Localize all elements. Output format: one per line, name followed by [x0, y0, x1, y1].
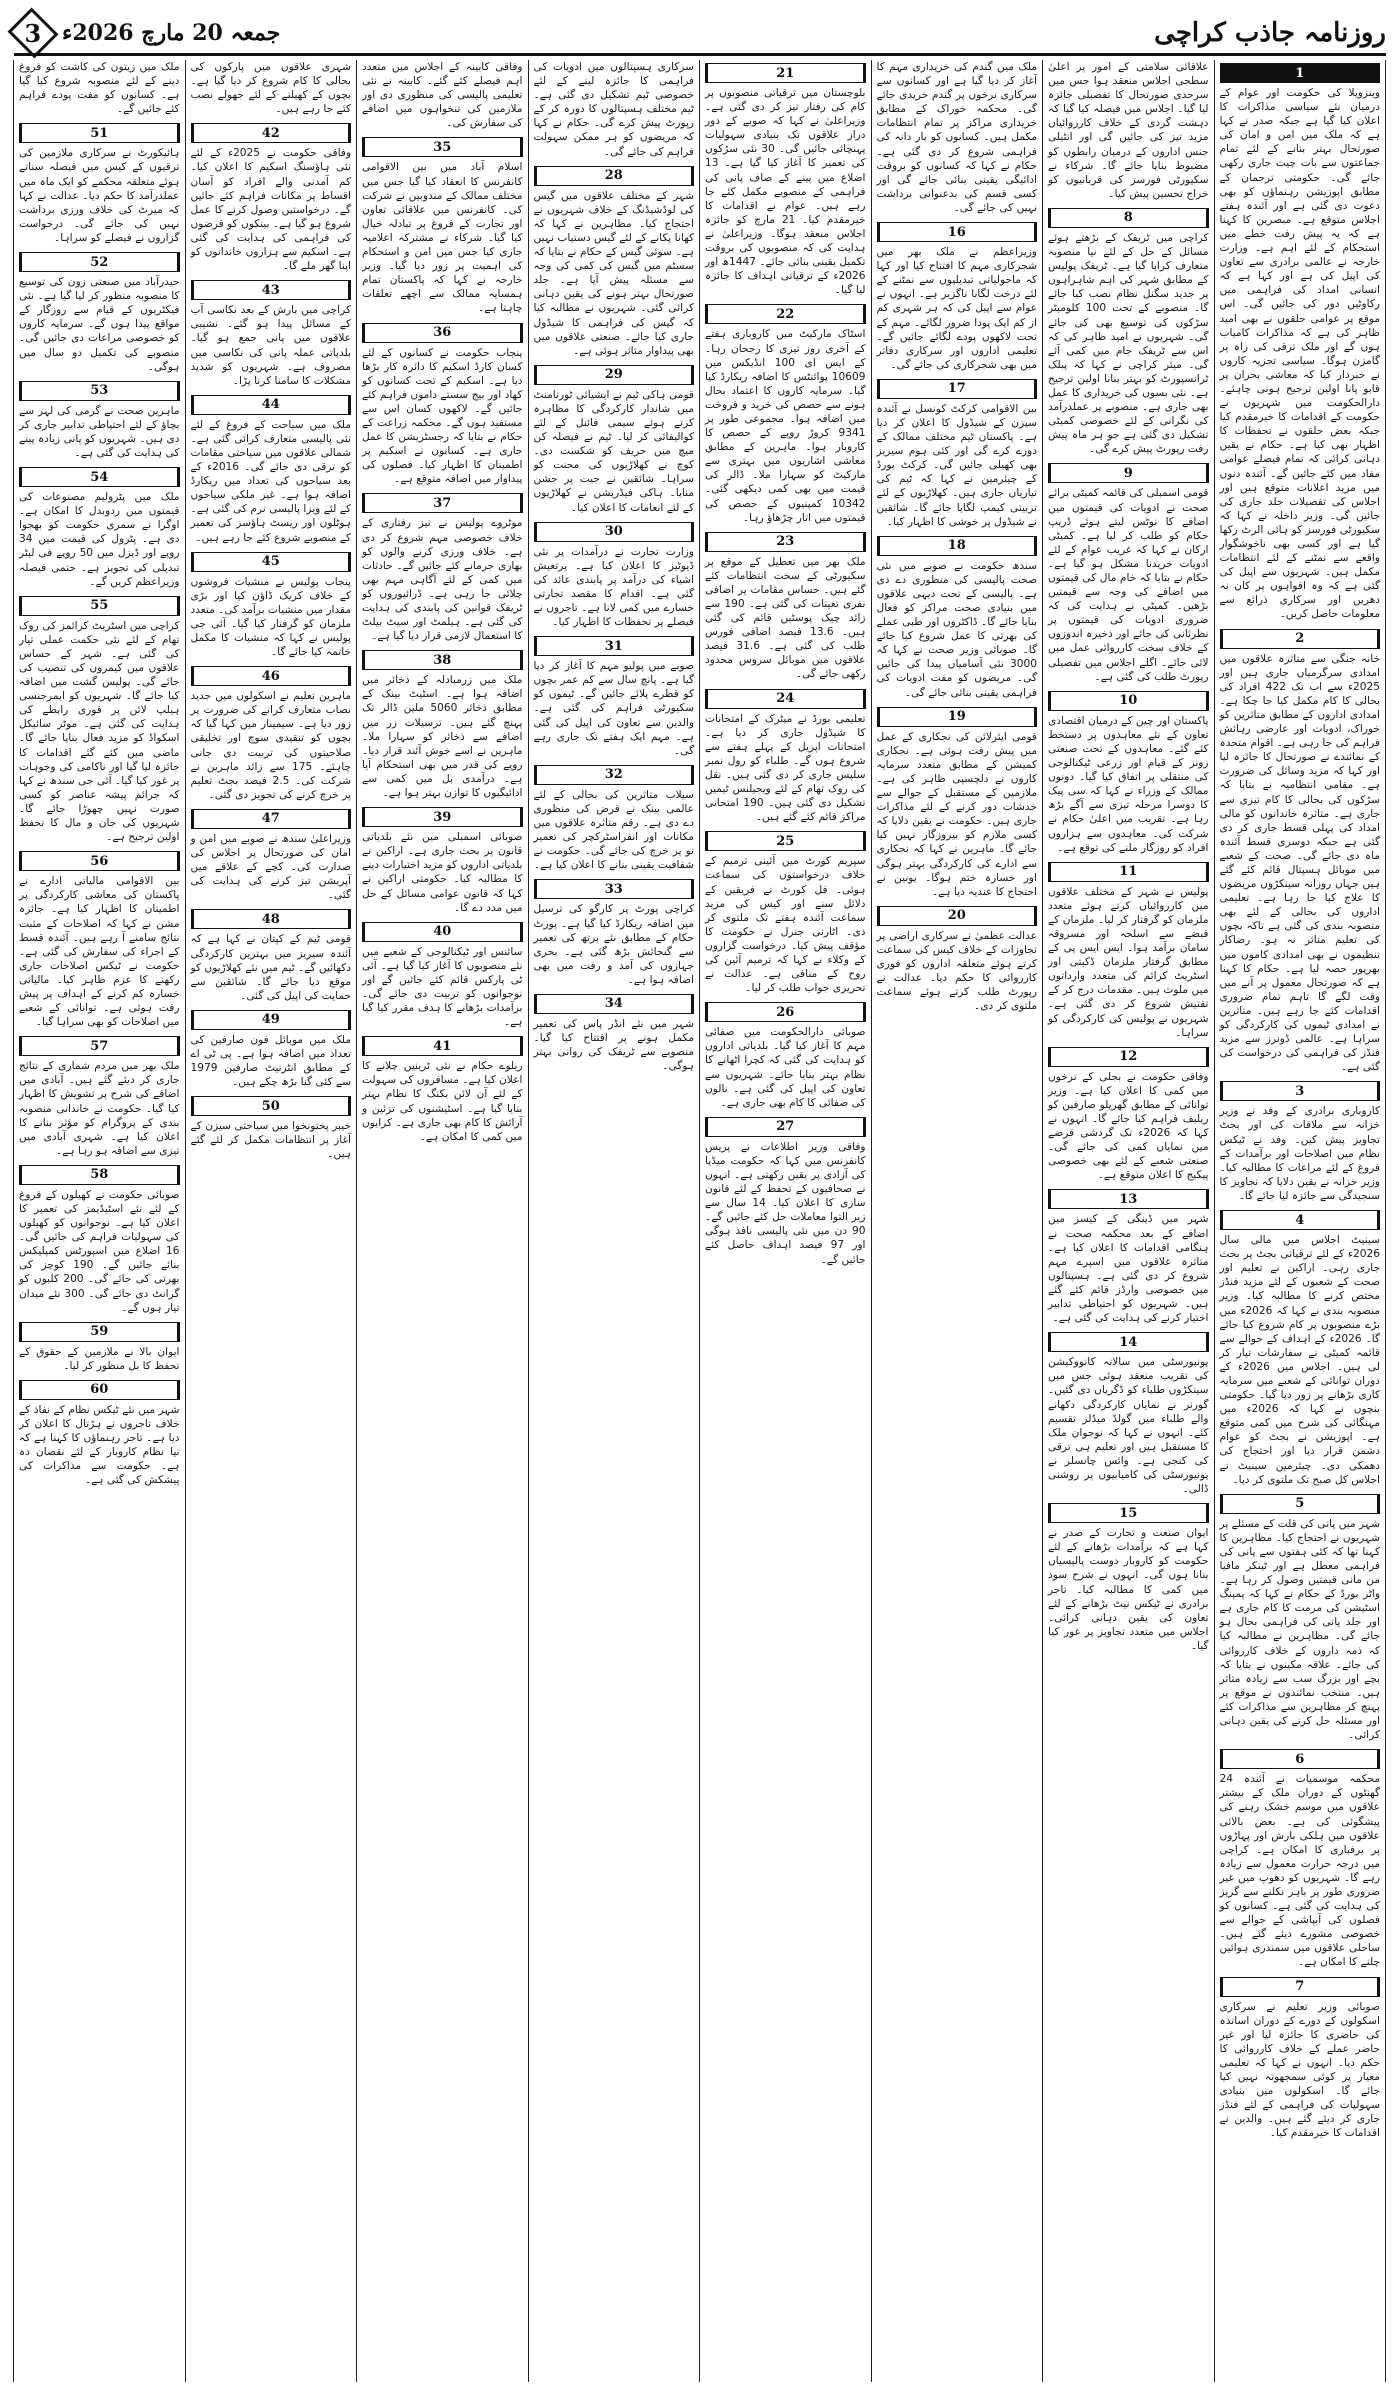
item-body-text: شہر میں پانی کی قلت کے مسئلے پر شہریوں نے احتجاج کیا۔ مظاہرین کا کہنا تھا کہ کئی ہفتوں سے پانی کی فراہمی معطل ہے اور ٹینکر مافیا من مانی قیمتیں وصول کر رہا ہے۔ واٹر بورڈ کے حکام نے کہا کہ پمپنگ اسٹیشن کی مرمت کا کام جاری ہے اور جلد پانی کی فراہمی بحال ہو جائے گی۔ مظاہرین نے مطالبہ کیا کہ ذمہ داروں کے خلاف کارروائی کی جائے۔ علاقہ مکینوں نے بتایا کہ بچے اور بزرگ سب سے زیادہ متاثر ہیں۔ منتخب نمائندوں نے موقع پر پہنچ کر مظاہرین سے مذاکرات کئے اور مسئلہ حل کرنے کی یقین دہانی کرائی۔	[1219, 1517, 1380, 1742]
item-number: 16	[947, 224, 966, 240]
column-content	[877, 60, 1038, 1017]
item-body-text: ملک بھر میں تعطیل کے موقع پر سکیورٹی کے سخت انتظامات کئے گئے ہیں۔ حساس مقامات پر اضافی نفری تعینات کی گئی ہے۔ 190 سے زائد چیک پوسٹیں قائم کی گئی ہیں۔ 13.6 فیصد اضافی فورس طلب کی گئی ہے۔ 31.6 فیصد علاقوں میں موبائل سروس محدود رکھی جائے گی۔	[705, 555, 866, 681]
news-item	[362, 490, 523, 643]
item-number-bar	[19, 851, 180, 871]
news-item	[1048, 1044, 1209, 1183]
item-body-text: کراچی میں اسٹریٹ کرائمز کی روک تھام کے لئے نئی حکمت عملی تیار کی گئی ہے۔ شہر کے حساس علاقوں میں کیمروں کی تنصیب کی جائے گی۔ پولیس گشت میں اضافہ کیا جائے گا۔ شہریوں کو ایمرجنسی ہیلپ لائن پر فوری رابطے کی ہدایت کی گئی ہے۔ موٹر سائیکل اسکواڈ کو مزید فعال بنایا جائے گا۔ ماضی میں کئے گئے اقدامات کا جائزہ لیا گیا اور ناکامی کی وجوہات پر غور کیا گیا۔ آئی جی سندھ نے کہا کہ جرائم پیشہ عناصر کو کسی صورت نہیں چھوڑا جائے گا۔ شہریوں کی جان و مال کا تحفظ اولین ترجیح ہے۔	[19, 619, 180, 844]
news-item	[1048, 460, 1209, 683]
item-body-text: موٹروے پولیس نے تیز رفتاری کے خلاف خصوصی مہم شروع کر دی ہے۔ خلاف ورزی کرنے والوں کو بھاری جرمانے کئے جائیں گے۔ حادثات میں کمی کے لئے آگاہی مہم بھی چلائی جا رہی ہے۔ ڈرائیوروں کو ٹریفک قوانین کی پابندی کی ہدایت کی گئی ہے۔ ہیلمٹ اور سیٹ بیلٹ کا استعمال لازمی قرار دیا گیا ہے۔	[362, 517, 523, 643]
column-content	[191, 60, 352, 1166]
item-number: 2	[1295, 631, 1305, 647]
news-item	[1220, 1207, 1381, 1487]
item-number-bar	[534, 365, 695, 385]
news-item	[534, 163, 695, 358]
news-item	[191, 1093, 352, 1161]
item-number: 59	[90, 1324, 109, 1340]
item-number: 17	[947, 381, 966, 397]
item-body-text: صوبائی اسمبلی میں نئے بلدیاتی قانون پر بحث جاری ہے۔ اراکین نے بلدیاتی اداروں کو مزید اختیارات دینے کا مطالبہ کیا۔ حکومتی اراکین نے کہا کہ قانون عوامی مسائل کے حل میں مدد دے گا۔	[362, 831, 523, 914]
page-number: 3	[24, 18, 42, 48]
item-number: 60	[90, 1382, 109, 1398]
news-item	[19, 249, 180, 374]
column-content	[1220, 60, 1381, 2144]
news-item	[19, 1319, 180, 1373]
item-number: 21	[776, 65, 795, 81]
news-item	[362, 804, 523, 915]
item-body-text: ملک میں سیاحت کے فروغ کے لئے نئی پالیسی متعارف کرائی گئی ہے۔ شمالی علاقوں میں سیاحتی مقامات کو ترقی دی جائے گی۔ 2016ء کے بعد سیاحوں کی تعداد میں ریکارڈ اضافہ ہوا ہے۔ غیر ملکی سیاحوں کے لئے ویزا پالیسی نرم کی گئی ہے۔ ہوٹلوں اور ریسٹ ہاؤسز کی تعمیر کے منصوبے شروع کئے جا رہے ہیں۔	[190, 418, 351, 544]
item-body-text: قومی ہاکی ٹیم نے ایشیائی ٹورنامنٹ میں شاندار کارکردگی کا مظاہرہ کرتے ہوئے سیمی فائنل کے لئے کوالیفائی کر لیا۔ ٹیم نے فیصلہ کن میچ میں حریف کو شکست دی۔ کوچ نے کھلاڑیوں کی محنت کو سراہا۔ شائقین نے جیت پر جشن منایا۔ ہاکی فیڈریشن نے کھلاڑیوں کے لئے انعامات کا اعلان کیا۔	[533, 388, 694, 514]
item-number-bar	[191, 1010, 352, 1030]
item-body-text: ہائیکورٹ نے سرکاری ملازمین کی ترقیوں کے کیس میں فیصلہ سناتے ہوئے متعلقہ محکمے کو ایک ماہ میں عملدرآمد کا حکم دیا۔ عدالت نے کہا کہ میرٹ کی خلاف ورزی برداشت نہیں کی جائے گی۔ درخواست گزاروں نے فیصلے کو سراہا۔	[19, 147, 180, 244]
item-number-bar	[1048, 862, 1209, 882]
item-number-bar	[1220, 629, 1381, 649]
item-number-bar	[1220, 1494, 1381, 1514]
item-number-bar	[1220, 1081, 1381, 1101]
item-number: 30	[604, 524, 623, 540]
news-item	[705, 529, 866, 682]
news-item	[191, 120, 352, 273]
item-number: 14	[1119, 1334, 1138, 1350]
item-number-bar	[534, 765, 695, 785]
item-body-text: ملک میں زرمبادلہ کے ذخائر میں اضافہ ہوا ہے۔ اسٹیٹ بینک کے مطابق ذخائر 5060 ملین ڈالر تک پہنچ گئے ہیں۔ ترسیلات زر میں اضافے سے ذخائر کو سہارا ملا۔ ماہرین نے اسے خوش آئند قرار دیا۔ روپے کی قدر میں بھی استحکام آیا ہے۔ درآمدی بل میں کمی سے ادائیگیوں کا توازن بہتر ہوا ہے۔	[362, 674, 523, 800]
item-body-text: اسٹاک مارکیٹ میں کاروباری ہفتے کے آخری روز تیزی کا رجحان رہا۔ کے ایس ای 100 انڈیکس میں 10609 پوائنٹس کا اضافہ ریکارڈ کیا گیا۔ سرمایہ کاروں کا اعتماد بحال ہونے سے حصص کی خرید و فروخت میں اضافہ ہوا۔ مجموعی طور پر 9341 کروڑ روپے کے حصص کا کاروبار ہوا۔ ماہرین کے مطابق معاشی اشاریوں میں بہتری سے مارکیٹ کو سہارا ملا۔ ڈالر کی قیمت میں بھی کمی دیکھی گئی۔ 10342 کمپنیوں کے حصص کی قیمتوں میں اتار چڑھاؤ رہا۔	[705, 328, 866, 524]
news-column	[1214, 60, 1387, 2382]
news-item	[191, 663, 352, 802]
news-item	[534, 60, 695, 159]
item-body-text: وینزویلا کی حکومت اور عوام کے درمیان نئے سیاسی مذاکرات کا اعلان کیا گیا ہے جبکہ صدر نے کہا ہے کہ ملک میں امن و امان کی صورتحال بہتر بنانے کے لئے تمام جماعتوں سے بات چیت جاری رکھی جائے گی۔ حکومتی ترجمان کے مطابق اپوزیشن رہنماؤں کو بھی دعوت دی گئی ہے اور آئندہ ہفتے اجلاس متوقع ہے۔ مبصرین کا کہنا ہے کہ یہ پیش رفت خطے میں استحکام کے لئے اہم ہے۔ وزارت خارجہ نے عالمی برادری سے تعاون کی اپیل کی ہے اور کہا ہے کہ انسانی امداد کی فراہمی میں رکاوٹیں دور کی جائیں گی۔ اس موقع پر عوامی حلقوں نے بھی امید ظاہر کی ہے کہ مذاکرات کامیاب ہوں گے اور ملک ترقی کی راہ پر گامزن ہوگا۔ سیاسی تجزیہ کاروں نے خبردار کیا کہ معاشی بحران پر قابو پانا اولین ترجیح ہونی چاہئے۔ دارالحکومت میں شہریوں نے حکومت کے اقدامات کا خیرمقدم کیا جبکہ بعض حلقوں نے تحفظات کا اظہار بھی کیا ہے۔ حکام نے یقین دہانی کرائی کہ تمام فیصلے عوامی مفاد میں کئے جائیں گے۔ آئندہ دنوں میں مزید اعلانات متوقع ہیں اور اجلاس کی تفصیلات جلد جاری کی جائیں گی۔ وزیر داخلہ نے کہا کہ سکیورٹی فورسز کو ہائی الرٹ رکھا گیا ہے اور کسی بھی ناخوشگوار واقعے سے نمٹنے کے لئے انتظامات مکمل ہیں۔ شہریوں سے اپیل کی گئی ہے کہ وہ افواہوں پر کان نہ دھریں اور سرکاری ذرائع سے معلومات حاصل کریں۔	[1219, 87, 1380, 621]
item-body-text: پنجاب حکومت نے کسانوں کے لئے کسان کارڈ اسکیم کا دائرہ کار بڑھا دیا ہے۔ اسکیم کے تحت کسانوں کو کھاد اور بیج سستے داموں فراہم کئے جائیں گے۔ لاکھوں کسان اس سے مستفید ہوں گے۔ محکمہ زراعت کے حکام نے بتایا کہ رجسٹریشن کا عمل جاری ہے۔ کسانوں نے اسکیم پر اطمینان کا اظہار کیا۔ فصلوں کی پیداوار میں اضافہ متوقع ہے۔	[362, 346, 523, 486]
item-number: 35	[433, 139, 452, 155]
item-body-text: یونیورسٹی میں سالانہ کانووکیشن کی تقریب منعقد ہوئی جس میں سینکڑوں طلباء کو ڈگریاں دی گئیں۔ گورنر نے نمایاں کارکردگی دکھانے والے طلباء میں گولڈ میڈلز تقسیم کئے۔ انہوں نے کہا کہ نوجوان ملک کا مستقبل ہیں اور تعلیم ہی ترقی کی کنجی ہے۔ وائس چانسلر نے یونیورسٹی کی کامیابیوں پر روشنی ڈالی۔	[1048, 1356, 1209, 1496]
news-item	[534, 633, 695, 758]
item-number-bar	[191, 809, 352, 829]
news-column	[185, 60, 358, 2382]
item-number-bar	[1220, 63, 1381, 83]
news-item	[705, 301, 866, 524]
item-number-bar	[534, 166, 695, 186]
item-number: 48	[261, 911, 280, 927]
item-number: 32	[604, 767, 623, 783]
news-item	[1220, 1746, 1381, 1969]
masthead-meta	[14, 16, 280, 50]
column-content	[1048, 60, 1209, 1657]
news-item	[705, 999, 866, 1110]
news-item	[1048, 859, 1209, 1040]
news-item	[1048, 1329, 1209, 1496]
item-number: 8	[1123, 210, 1133, 226]
item-number-bar	[362, 137, 523, 157]
item-number: 55	[90, 598, 109, 614]
item-number: 26	[776, 1004, 795, 1020]
news-column	[356, 60, 529, 2382]
item-number-bar	[1048, 691, 1209, 711]
item-body-text: کاروباری برادری کے وفد نے وزیر خزانہ سے ملاقات کی اور بجٹ تجاویز پیش کیں۔ وفد نے ٹیکس نظام میں اصلاحات اور برآمدات کے فروغ کے لئے مراعات کا مطالبہ کیا۔ وزیر خزانہ نے یقین دلایا کہ تجاویز کا سنجیدگی سے جائزہ لیا جائے گا۔	[1219, 1105, 1380, 1202]
item-number: 3	[1295, 1083, 1305, 1099]
news-item	[1220, 1974, 1381, 2141]
news-item	[705, 686, 866, 825]
item-number: 18	[947, 538, 966, 554]
item-body-text: سائنس اور ٹیکنالوجی کے شعبے میں نئے منصوبوں کا آغاز کیا گیا ہے۔ آئی ٹی پارکس قائم کئے جائیں گے اور نوجوانوں کو تربیت دی جائے گی۔ برآمدات بڑھانے کا ہدف مقرر کیا گیا ہے۔	[362, 945, 523, 1029]
item-number-bar	[19, 381, 180, 401]
news-item	[705, 828, 866, 995]
item-number-bar	[362, 922, 523, 942]
item-number-bar	[19, 123, 180, 143]
item-number: 1	[1295, 65, 1305, 81]
item-number-bar	[362, 323, 523, 343]
column-content	[534, 60, 695, 1077]
item-body-text: بلوچستان میں ترقیاتی منصوبوں پر کام کی رفتار تیز کر دی گئی ہے۔ وزیراعلیٰ نے کہا کہ صوبے کے دور دراز علاقوں تک بنیادی سہولیات پہنچائی جائیں گی۔ 30 نئی سڑکوں کی تعمیر کا آغاز کیا گیا ہے۔ 13 اضلاع میں پینے کے صاف پانی کی فراہمی کے منصوبے مکمل کئے جا رہے ہیں۔ عوام نے اقدامات کا خیرمقدم کیا۔ 21 مارچ کو جائزہ اجلاس منعقد ہوگا۔ وزیراعلیٰ نے ہدایت کی کہ منصوبوں کی بروقت تکمیل یقینی بنائی جائے۔ 1447ھ اور 2026ء کے ترقیاتی اہداف کا جائزہ لیا گیا۔	[705, 87, 866, 297]
item-body-text: قومی ایئرلائن کی نجکاری کے عمل میں پیش رفت ہوئی ہے۔ نجکاری کمیشن کے مطابق متعدد سرمایہ کاروں نے دلچسپی ظاہر کی ہے۔ ملازمین کے مستقبل کے حوالے سے خدشات دور کرنے کے لئے مذاکرات جاری ہیں۔ حکومت نے یقین دلایا کہ کسی ملازم کو بیروزگار نہیں کیا جائے گا۔ ماہرین نے کہا کہ نجکاری سے ادارے کی کارکردگی بہتر ہوگی اور خسارہ ختم ہوگا۔ یونین نے احتجاج کا عندیہ دیا ہے۔	[876, 730, 1037, 898]
item-body-text: شہر میں نئے انڈر پاس کی تعمیر مکمل ہونے پر افتتاح کیا گیا۔ منصوبے سے ٹریفک کی روانی بہتر ہوگی۔	[533, 1017, 694, 1073]
item-number-bar	[19, 1036, 180, 1056]
item-number-bar	[1220, 1749, 1381, 1769]
news-item	[19, 1377, 180, 1488]
item-number-bar	[534, 994, 695, 1014]
news-item	[877, 60, 1038, 215]
item-number-bar	[705, 1002, 866, 1022]
item-body-text: خانہ جنگی سے متاثرہ علاقوں میں امدادی سرگرمیاں جاری ہیں اور 2025ء سے اب تک 422 افراد کی بحالی کا کام مکمل کیا جا چکا ہے۔ امدادی اداروں کے مطابق متاثرین کو خوراک، ادویات اور عارضی رہائش فراہم کی جا رہی ہے۔ اقوام متحدہ کے نمائندے نے صورتحال کا جائزہ لیا اور کہا کہ مزید وسائل کی ضرورت ہے۔ مقامی انتظامیہ نے بتایا کہ سڑکوں کی بحالی کا کام تیزی سے جاری ہے۔ متاثرہ خاندانوں کو مالی امداد کی پہلی قسط جاری کر دی گئی ہے جبکہ دوسری قسط آئندہ ماہ دی جائے گی۔ صحت کے شعبے میں موبائل ہسپتال قائم کئے گئے ہیں جہاں روزانہ سینکڑوں مریضوں کا علاج کیا جا رہا ہے۔ تعلیمی اداروں کی بحالی کے لئے بھی منصوبہ بندی کی گئی ہے تاکہ بچوں کی تعلیم متاثر نہ ہو۔ رضاکار تنظیموں نے بھی امدادی کاموں میں بھرپور حصہ لیا ہے۔ حکام کا کہنا ہے کہ صورتحال معمول پر آنے میں وقت لگے گا تاہم تمام ضروری اقدامات کئے جا رہے ہیں۔ متاثرین نے امدادی ٹیموں کی کارکردگی کو سراہا ہے۔ عالمی ڈونرز سے مزید فنڈز کی فراہمی کی درخواست کی گئی ہے۔	[1219, 652, 1380, 1074]
news-item	[19, 1033, 180, 1158]
item-body-text: محکمہ موسمیات نے آئندہ 24 گھنٹوں کے دوران ملک کے بیشتر علاقوں میں موسم خشک رہنے کی پیشگوئی کی ہے۔ بعض بالائی علاقوں میں ہلکی بارش اور پہاڑوں پر برفباری کا امکان ہے۔ کراچی میں درجہ حرارت معمول سے زیادہ رہے گا۔ شہریوں کو دھوپ میں غیر ضروری طور پر باہر نکلنے سے گریز کی ہدایت کی گئی ہے۔ کسانوں کو فصلوں کی آبپاشی کے حوالے سے خصوصی مشورے دیئے گئے ہیں۔ ساحلی علاقوں میں سمندری ہوائیں چلنے کا امکان ہے۔	[1219, 1773, 1380, 1969]
news-item	[1220, 1491, 1381, 1743]
news-column	[871, 60, 1044, 2382]
item-number-bar	[705, 831, 866, 851]
item-number: 53	[90, 383, 109, 399]
item-number-bar	[19, 252, 180, 272]
news-item	[191, 906, 352, 1002]
item-number-bar	[877, 222, 1038, 242]
item-number: 40	[433, 924, 452, 940]
item-body-text: سپریم کورٹ میں آئینی ترمیم کے خلاف درخواستوں کی سماعت ہوئی۔ فل کورٹ نے فریقین کے دلائل سنے اور کیس کی مزید سماعت آئندہ ہفتے تک ملتوی کر دی۔ اٹارنی جنرل نے حکومت کا مؤقف پیش کیا۔ درخواست گزاروں کے وکلاء نے کہا کہ ترمیم آئین کی روح کے منافی ہے۔ عدالت نے تحریری جواب طلب کر لیا۔	[705, 855, 866, 995]
item-number: 39	[433, 809, 452, 825]
item-number-bar	[19, 1380, 180, 1400]
item-number-bar	[877, 536, 1038, 556]
news-item	[19, 464, 180, 589]
news-item	[877, 376, 1038, 529]
item-number: 10	[1119, 693, 1138, 709]
news-item	[705, 1114, 866, 1267]
item-body-text: وفاقی کابینہ کے اجلاس میں متعدد اہم فیصلے کئے گئے۔ کابینہ نے نئی تعلیمی پالیسی کی منظوری دی اور ملازمین کی تنخواہوں میں اضافے کی سفارش کی۔	[362, 61, 523, 130]
item-number-bar	[362, 1036, 523, 1056]
item-number-bar	[191, 123, 352, 143]
item-number-bar	[19, 1322, 180, 1342]
item-number: 15	[1119, 1505, 1138, 1521]
news-item	[19, 1162, 180, 1315]
item-number: 51	[90, 125, 109, 141]
item-number-bar	[877, 379, 1038, 399]
item-body-text: شہر میں ڈینگی کے کیسز میں اضافے کے بعد محکمہ صحت نے ہنگامی اقدامات کا اعلان کیا ہے۔ متاثرہ علاقوں میں اسپرے مہم شروع کر دی گئی ہے۔ ہسپتالوں میں خصوصی وارڈز قائم کئے گئے ہیں۔ شہریوں کو احتیاطی تدابیر اختیار کرنے کی ہدایت کی گئی ہے۔	[1048, 1213, 1209, 1325]
item-number: 29	[604, 367, 623, 383]
news-item	[362, 647, 523, 800]
news-item	[19, 120, 180, 245]
item-number-bar	[362, 493, 523, 513]
news-column	[699, 60, 872, 2382]
news-item	[362, 320, 523, 487]
news-item	[1048, 60, 1209, 201]
column-content	[705, 60, 866, 1271]
item-number: 58	[90, 1167, 109, 1183]
item-number: 57	[90, 1038, 109, 1054]
item-number-bar	[705, 1117, 866, 1137]
news-item	[1220, 1078, 1381, 1203]
news-column	[528, 60, 701, 2382]
item-body-text: کراچی پورٹ پر کارگو کی ترسیل میں اضافہ ریکارڈ کیا گیا ہے۔ پورٹ حکام کے مطابق نئے برتھ کی تعمیر سے گنجائش بڑھ گئی ہے۔ بحری جہازوں کی آمد و رفت میں بھی اضافہ ہوا ہے۔	[533, 903, 694, 986]
item-body-text: علاقائی سلامتی کے امور پر اعلیٰ سطحی اجلاس منعقد ہوا جس میں سرحدی صورتحال کا تفصیلی جائزہ لیا گیا۔ اجلاس میں فیصلہ کیا گیا کہ دہشت گردی کے خلاف کارروائیاں مزید تیز کی جائیں گی اور انٹیلی جنس اداروں کے درمیان رابطوں کو مضبوط بنایا جائے گا۔ شرکاء نے سکیورٹی فورسز کی قربانیوں کو خراج تحسین پیش کیا۔	[1048, 61, 1209, 200]
news-item	[19, 848, 180, 1029]
item-body-text: پاکستان اور چین کے درمیان اقتصادی تعاون کے نئے معاہدوں پر دستخط کئے گئے۔ معاہدوں کے تحت صنعتی زونز کے قیام اور زرعی ٹیکنالوجی کی منتقلی پر اتفاق کیا گیا۔ دونوں ممالک کے وزراء نے کہا کہ سی پیک کا دوسرا مرحلہ تیزی سے آگے بڑھ رہا ہے۔ تقریب میں اعلیٰ حکام نے شرکت کی۔ معاہدوں سے ہزاروں افراد کو روزگار ملنے کی توقع ہے۔	[1048, 714, 1209, 854]
item-body-text: وفاقی حکومت نے بجلی کے نرخوں میں کمی کا اعلان کیا ہے۔ وزیر توانائی کے مطابق گھریلو صارفین کو ریلیف فراہم کیا جائے گا۔ انہوں نے کہا کہ 2026ء تک گردشی قرضے میں نمایاں کمی کی جائے گی۔ صنعتی شعبے کے لئے بھی خصوصی پیکیج کا اعلان متوقع ہے۔	[1048, 1070, 1209, 1182]
item-number-bar	[1048, 1332, 1209, 1352]
item-body-text: وزیراعلیٰ سندھ نے صوبے میں امن و امان کی صورتحال پر اجلاس کی صدارت کی۔ کچے کے علاقے میں آپریشن تیز کرنے کی ہدایت کی گئی۔	[190, 832, 351, 902]
item-number: 49	[261, 1012, 280, 1028]
item-number-bar	[534, 879, 695, 899]
item-number: 41	[433, 1038, 452, 1054]
item-body-text: قومی اسمبلی کی قائمہ کمیٹی برائے صحت نے ادویات کی قیمتوں میں اضافے کا نوٹس لیتے ہوئے ڈریپ حکام کو طلب کر لیا ہے۔ کمیٹی ارکان نے کہا کہ غریب عوام کے لئے ادویات خریدنا مشکل ہو گیا ہے۔ حکام نے بتایا کہ خام مال کی قیمتوں میں اضافے کی وجہ سے قیمتیں بڑھیں۔ کمیٹی نے ہدایت کی کہ ضروری ادویات کی قیمتوں پر نظرثانی کی جائے اور ذخیرہ اندوزوں کے خلاف سخت کارروائی عمل میں لائی جائے۔ اگلے اجلاس میں تفصیلی رپورٹ طلب کی گئی ہے۔	[1048, 487, 1209, 683]
item-number: 25	[776, 833, 795, 849]
news-item	[1048, 205, 1209, 457]
item-body-text: سرکاری ہسپتالوں میں ادویات کی فراہمی کا جائزہ لینے کے لئے خصوصی ٹیم تشکیل دی گئی ہے۔ ٹیم مختلف ہسپتالوں کا دورہ کر کے رپورٹ پیش کرے گی۔ حکام نے کہا کہ مریضوں کو ہر ممکن سہولت فراہم کی جائے گی۔	[533, 61, 694, 158]
item-body-text: ماہرین تعلیم نے اسکولوں میں جدید نصاب متعارف کرانے کی ضرورت پر زور دیا ہے۔ سیمینار میں کہا گیا کہ بچوں کو تنقیدی سوچ اور تخلیقی صلاحیتوں کی تربیت دی جانی چاہئے۔ 175 سے زائد ماہرین نے شرکت کی۔ 2.5 فیصد بجٹ تعلیم پر خرچ کرنے کی تجویز دی گئی۔	[190, 690, 352, 801]
item-number-bar	[1048, 1189, 1209, 1209]
item-body-text: ریلوے حکام نے نئی ٹرینیں چلانے کا اعلان کیا ہے۔ مسافروں کی سہولت کے لئے آن لائن بکنگ کا نظام بہتر بنایا گیا ہے۔ اسٹیشنوں کی تزئین و آرائش کا کام بھی جاری ہے۔ کرایوں میں کمی کا امکان ہے۔	[361, 1060, 523, 1143]
item-number: 47	[261, 811, 280, 827]
item-body-text: بین الاقوامی کرکٹ کونسل نے آئندہ سیزن کے شیڈول کا اعلان کر دیا ہے۔ پاکستان ٹیم مختلف ممالک کے دورے کرے گی اور کئی ہوم سیریز بھی کھیلی جائیں گی۔ کرکٹ بورڈ کے چیئرمین نے کہا کہ ٹیم کی تیاریاں جاری ہیں۔ کھلاڑیوں کے لئے تربیتی کیمپ لگایا جائے گا۔ شائقین نے شیڈول پر خوشی کا اظہار کیا۔	[876, 402, 1037, 528]
item-number-bar	[534, 522, 695, 542]
news-item	[1048, 1186, 1209, 1325]
item-body-text: صوبائی حکومت نے کھیلوں کے فروغ کے لئے نئے اسٹیڈیمز کی تعمیر کا اعلان کیا ہے۔ نوجوانوں کو کھیلوں کی سہولیات فراہم کی جائیں گی۔ 16 اضلاع میں اسپورٹس کمپلیکس بنائے جائیں گے۔ 190 کوچز کی بھرتی کی جائے گی۔ 200 کلبوں کو گرانٹ دی جائے گی۔ 300 نئے میدان تیار ہوں گے۔	[19, 1188, 180, 1314]
news-item	[362, 134, 523, 315]
item-number: 34	[604, 996, 623, 1012]
item-number-bar	[1048, 1047, 1209, 1067]
item-number: 23	[776, 534, 795, 550]
item-body-text: بین الاقوامی مالیاتی ادارے نے پاکستان کی معاشی کارکردگی پر اطمینان کا اظہار کیا ہے۔ جائزہ مشن نے کہا کہ اصلاحات کے مثبت نتائج سامنے آ رہے ہیں۔ آئندہ قسط کے اجراء کی سفارش کی گئی ہے۔ حکومت نے ٹیکس اصلاحات جاری رکھنے کا عزم ظاہر کیا۔ مالیاتی خسارہ کم کرنے کے اہداف پر پیش رفت ہوئی ہے۔ توانائی کے شعبے میں اصلاحات کو بھی سراہا گیا۔	[19, 875, 180, 1029]
item-body-text: صوبائی وزیر تعلیم نے سرکاری اسکولوں کے دورے کے دوران اساتذہ کی حاضری کا جائزہ لیا اور غیر حاضر عملے کے خلاف کارروائی کا حکم دیا۔ انہوں نے کہا کہ تعلیمی معیار پر کوئی سمجھوتہ نہیں کیا جائے گا۔ اسکولوں میں بنیادی سہولیات کی فراہمی کے لئے فنڈز جاری کر دیئے گئے ہیں۔ والدین نے اقدامات کا خیرمقدم کیا۔	[1219, 2000, 1380, 2140]
item-number-bar	[191, 666, 352, 686]
item-number-bar	[191, 1096, 352, 1116]
news-column	[13, 60, 186, 2382]
item-body-text: وزیراعظم نے ملک بھر میں شجرکاری مہم کا افتتاح کیا اور کہا کہ ماحولیاتی تبدیلیوں سے نمٹنے کے لئے درخت لگانا ناگزیر ہے۔ انہوں نے عوام سے اپیل کی کہ ہر شہری کم از کم ایک پودا ضرور لگائے۔ مہم کے تحت لاکھوں پودے لگائے جائیں گے۔ تعلیمی اداروں اور سرکاری دفاتر میں بھی شجرکاری کی جائے گی۔	[876, 246, 1037, 371]
item-body-text: کراچی میں بارش کے بعد نکاسی آب کے مسائل پیدا ہو گئے۔ نشیبی علاقوں میں پانی جمع ہو گیا۔ بلدیاتی عملہ پانی کی نکاسی میں مصروف ہے۔ شہریوں کو شدید مشکلات کا سامنا کرنا پڑا۔	[190, 304, 351, 387]
item-number: 45	[261, 554, 280, 570]
news-item	[877, 903, 1038, 1014]
item-number: 13	[1119, 1191, 1138, 1207]
news-item	[534, 876, 695, 987]
news-item	[534, 991, 695, 1073]
item-body-text: ماہرین صحت نے گرمی کی لہر سے بچاؤ کے لئے احتیاطی تدابیر جاری کر دی ہیں۔ شہریوں کو پانی زیادہ پینے کی ہدایت کی گئی ہے۔	[19, 404, 180, 459]
news-item	[877, 704, 1038, 899]
item-number-bar	[705, 63, 866, 83]
news-item	[191, 549, 352, 660]
item-number: 4	[1295, 1212, 1305, 1228]
issue-date: جمعہ 20 مارچ 2026ء	[62, 19, 281, 46]
item-body-text: خیبر پختونخوا میں سیاحتی سیزن کے آغاز پر انتظامات مکمل کر لئے گئے ہیں۔	[190, 1120, 351, 1161]
item-body-text: وفاقی وزیر اطلاعات نے پریس کانفرنس میں کہا کہ حکومت میڈیا کی آزادی پر یقین رکھتی ہے۔ انہوں نے صحافیوں کے تحفظ کے لئے قانون سازی کا اعلان کیا۔ 14 سال سے زیر التوا معاملات حل کئے جائیں گے۔ 90 دن میں نئی پالیسی نافذ ہوگی اور 97 فیصد اہداف حاصل کئے جائیں گے۔	[705, 1140, 866, 1266]
item-body-text: وزارت تجارت نے درآمدات پر نئی ڈیوٹیز کا اعلان کیا ہے۔ پرتعیش اشیاء کی درآمد پر پابندی عائد کی گئی ہے۔ اقدام کا مقصد تجارتی خسارے میں کمی لانا ہے۔ تاجروں نے فیصلے پر تحفظات کا اظہار کیا۔	[533, 545, 694, 629]
item-number: 19	[947, 709, 966, 725]
masthead	[14, 12, 1386, 56]
item-number-bar	[362, 650, 523, 670]
item-number: 56	[90, 853, 109, 869]
item-body-text: سندھ حکومت نے صوبے میں نئی صحت پالیسی کی منظوری دے دی ہے۔ پالیسی کے تحت دیہی علاقوں میں بنیادی صحت مراکز کو فعال بنایا جائے گا۔ ڈاکٹروں اور طبی عملے کی بھرتی کا عمل شروع کیا جائے گا۔ صوبائی وزیر صحت نے کہا کہ 3000 نئی آسامیاں پیدا کی جائیں گی۔ مریضوں کو مفت ادویات کی فراہمی یقینی بنائی جائے گی۔	[876, 559, 1037, 699]
item-number: 27	[776, 1119, 795, 1135]
item-number-bar	[191, 552, 352, 572]
item-number: 52	[90, 254, 109, 270]
item-number: 43	[261, 282, 280, 298]
item-number: 5	[1295, 1496, 1305, 1512]
news-item	[1220, 626, 1381, 1075]
item-body-text: ملک میں زیتون کی کاشت کو فروغ دینے کے لئے منصوبہ شروع کیا گیا ہے۔ کسانوں کو مفت پودے فراہم کئے جائیں گے۔	[19, 61, 180, 116]
news-item	[191, 60, 352, 116]
item-number-bar	[1220, 1977, 1381, 1997]
item-body-text: صوبے میں پولیو مہم کا آغاز کر دیا گیا ہے۔ پانچ سال سے کم عمر بچوں کو قطرے پلائے جائیں گے۔ ٹیموں کو سکیورٹی فراہم کی گئی ہے۔ والدین سے تعاون کی اپیل کی گئی ہے۔ مہم ایک ہفتے تک جاری رہے گی۔	[533, 660, 694, 757]
item-number: 54	[90, 469, 109, 485]
item-number: 37	[433, 495, 452, 511]
item-number: 22	[776, 306, 795, 322]
news-columns	[14, 60, 1386, 2382]
item-number: 9	[1123, 465, 1133, 481]
item-number-bar	[191, 280, 352, 300]
item-body-text: شہر میں نئے ٹیکس نظام کے نفاذ کے خلاف تاجروں نے ہڑتال کا اعلان کر دیا ہے۔ تاجر رہنماؤں کا کہنا ہے کہ نیا نظام کاروبار کے لئے نقصان دہ ہے۔ حکومت سے مذاکرات کی پیشکش کی گئی ہے۔	[19, 1403, 180, 1487]
item-body-text: ایوان صنعت و تجارت کے صدر نے کہا ہے کہ برآمدات بڑھانے کے لئے حکومت کو کاروبار دوست پالیسیاں بنانا ہوں گی۔ انہوں نے شرح سود میں کمی کا مطالبہ کیا۔ تاجر برادری نے ٹیکس نیٹ بڑھانے کے لئے تعاون کی یقین دہانی کرائی۔ اجلاس میں متعدد تجاویز پر غور کیا گیا۔	[1048, 1527, 1209, 1652]
item-number-bar	[877, 906, 1038, 926]
news-item	[1048, 1500, 1209, 1653]
item-number: 12	[1119, 1049, 1138, 1065]
item-body-text: صوبائی دارالحکومت میں صفائی مہم کا آغاز کیا گیا۔ بلدیاتی اداروں کو ہدایت کی گئی کہ کچرا اٹھانے کا نظام بہتر بنایا جائے۔ شہریوں سے تعاون کی اپیل کی گئی ہے۔ نالوں کی صفائی کا کام بھی جاری ہے۔	[705, 1026, 866, 1109]
item-body-text: سینیٹ اجلاس میں مالی سال 2026ء کے لئے ترقیاتی بجٹ پر بحث جاری رہی۔ اراکین نے تعلیم اور صحت کے شعبوں کے لئے مزید فنڈز مختص کرنے کا مطالبہ کیا۔ وزیر منصوبہ بندی نے کہا کہ 2026ء میں بڑے منصوبوں پر کام شروع کیا جائے گا۔ 2026ء کے اہداف کے حوالے سے قائمہ کمیٹی نے سفارشات تیار کر لی ہیں۔ اجلاس میں 2026ء کے دوران توانائی کے شعبے میں سرمایہ کاری بڑھانے پر زور دیا گیا۔ حکومتی بنچوں نے کہا کہ 2026ء میں مہنگائی کی شرح میں کمی متوقع ہے۔ اپوزیشن نے بجٹ کو عوام دشمن قرار دیا اور احتجاج کی دھمکی دی۔ چیئرمین سینیٹ نے اجلاس کل صبح تک ملتوی کر دیا۔	[1219, 1234, 1380, 1486]
item-body-text: شہر کے مختلف علاقوں میں گیس کی لوڈشیڈنگ کے خلاف شہریوں نے احتجاج کیا۔ مظاہرین نے کہا کہ کھانا پکانے کے لئے گیس دستیاب نہیں ہے۔ سوئی گیس کے حکام نے بتایا کہ سسٹم میں گیس کی کمی کی وجہ سے مسئلہ پیش آیا ہے۔ جلد صورتحال بہتر ہونے کی یقین دہانی کرائی گئی۔ شہریوں نے مطالبہ کیا کہ گیس کی فراہمی کا شیڈول جاری کیا جائے۔ صنعتی علاقوں میں بھی پیداوار متاثر ہوئی ہے۔	[533, 189, 694, 357]
news-item	[191, 1007, 352, 1089]
item-number: 38	[433, 652, 452, 668]
item-number-bar	[1048, 463, 1209, 483]
item-body-text: پنجاب پولیس نے منشیات فروشوں کے خلاف کریک ڈاؤن کیا اور بڑی مقدار میں منشیات برآمد کی۔ متعدد ملزمان کو گرفتار کیا گیا۔ آئی جی پولیس نے کہا کہ منشیات کا مکمل خاتمہ کیا جائے گا۔	[190, 575, 351, 659]
item-body-text: کراچی میں ٹریفک کے بڑھتے ہوئے مسائل کے حل کے لئے نیا منصوبہ متعارف کرایا گیا ہے۔ ٹریفک پولیس کے مطابق شہر کی اہم شاہراہوں پر جدید سگنل نظام نصب کیا جائے گا۔ منصوبے کے تحت 100 کلومیٹر سڑکوں کی توسیع بھی کی جائے گی۔ شہریوں نے امید ظاہر کی کہ اس سے ٹریفک جام میں کمی آئے گی۔ میئر کراچی نے کہا کہ پبلک ٹرانسپورٹ کو بہتر بنانا اولین ترجیح ہے۔ نئی بسوں کی خریداری کا عمل بھی جاری ہے۔ منصوبے پر عملدرآمد کی نگرانی کے لئے خصوصی کمیٹی تشکیل دی گئی ہے جو ہر ماہ پیش رفت رپورٹ پیش کرے گی۔	[1048, 231, 1209, 456]
item-number-bar	[1220, 1210, 1381, 1230]
news-item	[877, 533, 1038, 700]
news-item	[19, 378, 180, 460]
news-column	[1042, 60, 1215, 2382]
newspaper-title: روزنامہ جاذب کراچی	[1154, 17, 1386, 48]
item-body-text: ملک میں گندم کی خریداری مہم کا آغاز کر دیا گیا ہے اور کسانوں سے سرکاری نرخوں پر گندم خریدی جائے گی۔ محکمہ خوراک کے مطابق خریداری مراکز پر تمام انتظامات مکمل ہیں۔ کسانوں کو بار دانہ کی فراہمی شروع کر دی گئی ہے۔ حکام نے کہا کہ کسانوں کو بروقت ادائیگی یقینی بنائی جائے گی اور کسی قسم کی بدعنوانی برداشت نہیں کی جائے گی۔	[876, 61, 1037, 214]
item-number-bar	[877, 707, 1038, 727]
column-content	[362, 60, 523, 1148]
item-body-text: ایوان بالا نے ملازمین کے حقوق کے تحفظ کا بل منظور کر لیا۔	[19, 1345, 180, 1372]
news-item	[1048, 688, 1209, 855]
news-item	[191, 277, 352, 388]
item-number-bar	[1048, 208, 1209, 228]
item-body-text: وفاقی حکومت نے 2025ء کے لئے نئی ہاؤسنگ اسکیم کا اعلان کیا۔ کم آمدنی والے افراد کو آسان اقساط پر مکانات فراہم کئے جائیں گے۔ درخواستیں وصول کرنے کا عمل شروع ہو گیا ہے۔ بینکوں کو قرضوں کی فراہمی کی ہدایت کی گئی ہے۔ اسکیم سے ہزاروں خاندانوں کو اپنا گھر ملے گا۔	[190, 147, 351, 273]
item-number-bar	[19, 596, 180, 616]
item-number: 46	[261, 668, 280, 684]
item-number: 6	[1295, 1751, 1305, 1767]
item-body-text: اسلام آباد میں بین الاقوامی کانفرنس کا انعقاد کیا گیا جس میں مختلف ممالک کے مندوبین نے شرکت کی۔ کانفرنس میں علاقائی تعاون اور تجارت کے فروغ پر تبادلہ خیال کیا گیا۔ شرکاء نے مشترکہ اعلامیہ جاری کیا جس میں امن و استحکام کی اہمیت پر زور دیا گیا۔ وزیر خارجہ نے کہا کہ پاکستان تمام ہمسایہ ممالک سے اچھے تعلقات چاہتا ہے۔	[362, 161, 523, 315]
item-body-text: سیلاب متاثرین کی بحالی کے لئے عالمی بینک نے قرض کی منظوری دے دی ہے۔ رقم متاثرہ علاقوں میں مکانات اور انفراسٹرکچر کی تعمیر نو پر خرچ کی جائے گی۔ حکومت نے شفافیت یقینی بنانے کا اعلان کیا ہے۔	[533, 788, 694, 872]
news-item	[191, 392, 352, 545]
column-content	[19, 60, 180, 1492]
item-number: 50	[261, 1098, 280, 1114]
news-item	[877, 219, 1038, 372]
news-item	[362, 919, 523, 1030]
news-item	[362, 60, 523, 130]
item-number: 11	[1119, 864, 1138, 880]
item-number-bar	[191, 909, 352, 929]
item-number-bar	[19, 1165, 180, 1185]
item-number-bar	[534, 636, 695, 656]
item-number: 20	[947, 908, 966, 924]
news-item	[19, 60, 180, 116]
item-number: 31	[604, 638, 623, 654]
news-item	[534, 362, 695, 515]
news-item	[534, 519, 695, 630]
item-number: 7	[1295, 1979, 1305, 1995]
item-number-bar	[705, 304, 866, 324]
news-item	[191, 806, 352, 902]
item-body-text: شہری علاقوں میں پارکوں کی بحالی کا کام شروع کر دیا گیا ہے۔ بچوں کے کھیلنے کے لئے جھولے نصب کئے جا رہے ہیں۔	[190, 61, 351, 116]
item-body-text: ملک بھر میں مردم شماری کے نتائج جاری کر دیئے گئے ہیں۔ آبادی میں اضافے کی شرح پر تشویش کا اظہار کیا گیا۔ حکومت نے خاندانی منصوبہ بندی کے پروگرام کو مؤثر بنانے کا اعلان کیا ہے۔ شہری آبادی میں تیزی سے اضافہ ہو رہا ہے۔	[19, 1060, 180, 1157]
item-body-text: پولیس نے شہر کے مختلف علاقوں میں کارروائیاں کرتے ہوئے متعدد ملزمان کو گرفتار کر لیا۔ ملزمان کے قبضے سے اسلحہ اور مسروقہ سامان برآمد ہوا۔ ایس ایس پی کے مطابق گرفتار ملزمان ڈکیتی اور اسٹریٹ کرائم کی متعدد وارداتوں میں ملوث ہیں۔ مقدمات درج کر کے تفتیش شروع کر دی گئی ہے۔ شہریوں نے پولیس کی کارکردگی کو سراہا۔	[1048, 885, 1209, 1039]
page-number-badge	[8, 7, 59, 58]
item-body-text: قومی ٹیم کے کپتان نے کہا ہے کہ آئندہ سیریز میں بہترین کارکردگی دکھائیں گے۔ ٹیم میں نئے کھلاڑیوں کو موقع دیا جائے گا۔ شائقین سے حمایت کی اپیل کی گئی۔	[190, 933, 351, 1002]
item-number-bar	[705, 689, 866, 709]
item-number-bar	[19, 467, 180, 487]
news-item	[705, 60, 866, 297]
item-body-text: ملک میں پٹرولیم مصنوعات کی قیمتوں میں ردوبدل کا امکان ہے۔ اوگرا نے سمری حکومت کو بھجوا دی ہے۔ پٹرول کی قیمت میں 34 روپے اور ڈیزل میں 50 روپے فی لیٹر تبدیلی کی تجویز ہے۔ حتمی فیصلہ وزیراعظم کریں گے۔	[19, 491, 180, 588]
item-number-bar	[362, 807, 523, 827]
item-number: 24	[776, 691, 795, 707]
news-item	[19, 593, 180, 845]
news-item	[1220, 60, 1381, 622]
item-number-bar	[1048, 1503, 1209, 1523]
item-number: 28	[604, 168, 623, 184]
news-item	[534, 762, 695, 873]
item-number-bar	[705, 532, 866, 552]
item-body-text: ملک میں موبائل فون صارفین کی تعداد میں اضافہ ہوا ہے۔ پی ٹی اے کے مطابق انٹرنیٹ صارفین 1979 سے کئی گنا بڑھ چکے ہیں۔	[190, 1033, 351, 1089]
item-body-text: تعلیمی بورڈ نے میٹرک کے امتحانات کا شیڈول جاری کر دیا ہے۔ امتحانات اپریل کے پہلے ہفتے سے شروع ہوں گے۔ طلباء کو رول نمبر سلپس جاری کر دی گئی ہیں۔ نقل کی روک تھام کے لئے ویجیلنس ٹیمیں تشکیل دی گئی ہیں۔ 190 امتحانی مراکز قائم کئے گئے ہیں۔	[705, 712, 866, 824]
item-body-text: حیدرآباد میں صنعتی زون کی توسیع کا منصوبہ منظور کر لیا گیا ہے۔ نئی فیکٹریوں کے قیام سے روزگار کے مواقع پیدا ہوں گے۔ سرمایہ کاروں کو خصوصی مراعات دی جائیں گی۔ منصوبے کی تکمیل دو سال میں ہوگی۔	[19, 276, 180, 373]
item-number: 36	[433, 325, 452, 340]
item-body-text: عدالت عظمیٰ نے سرکاری اراضی پر تجاوزات کے خلاف کیس کی سماعت کرتے ہوئے متعلقہ اداروں کو فوری کارروائی کا حکم دیا۔ عدالت نے رپورٹ طلب کرتے ہوئے سماعت ملتوی کر دی۔	[876, 929, 1037, 1013]
item-number: 42	[261, 125, 280, 141]
item-number: 44	[261, 397, 280, 413]
news-item	[362, 1033, 523, 1144]
item-number: 33	[604, 881, 623, 897]
item-number-bar	[191, 395, 352, 415]
